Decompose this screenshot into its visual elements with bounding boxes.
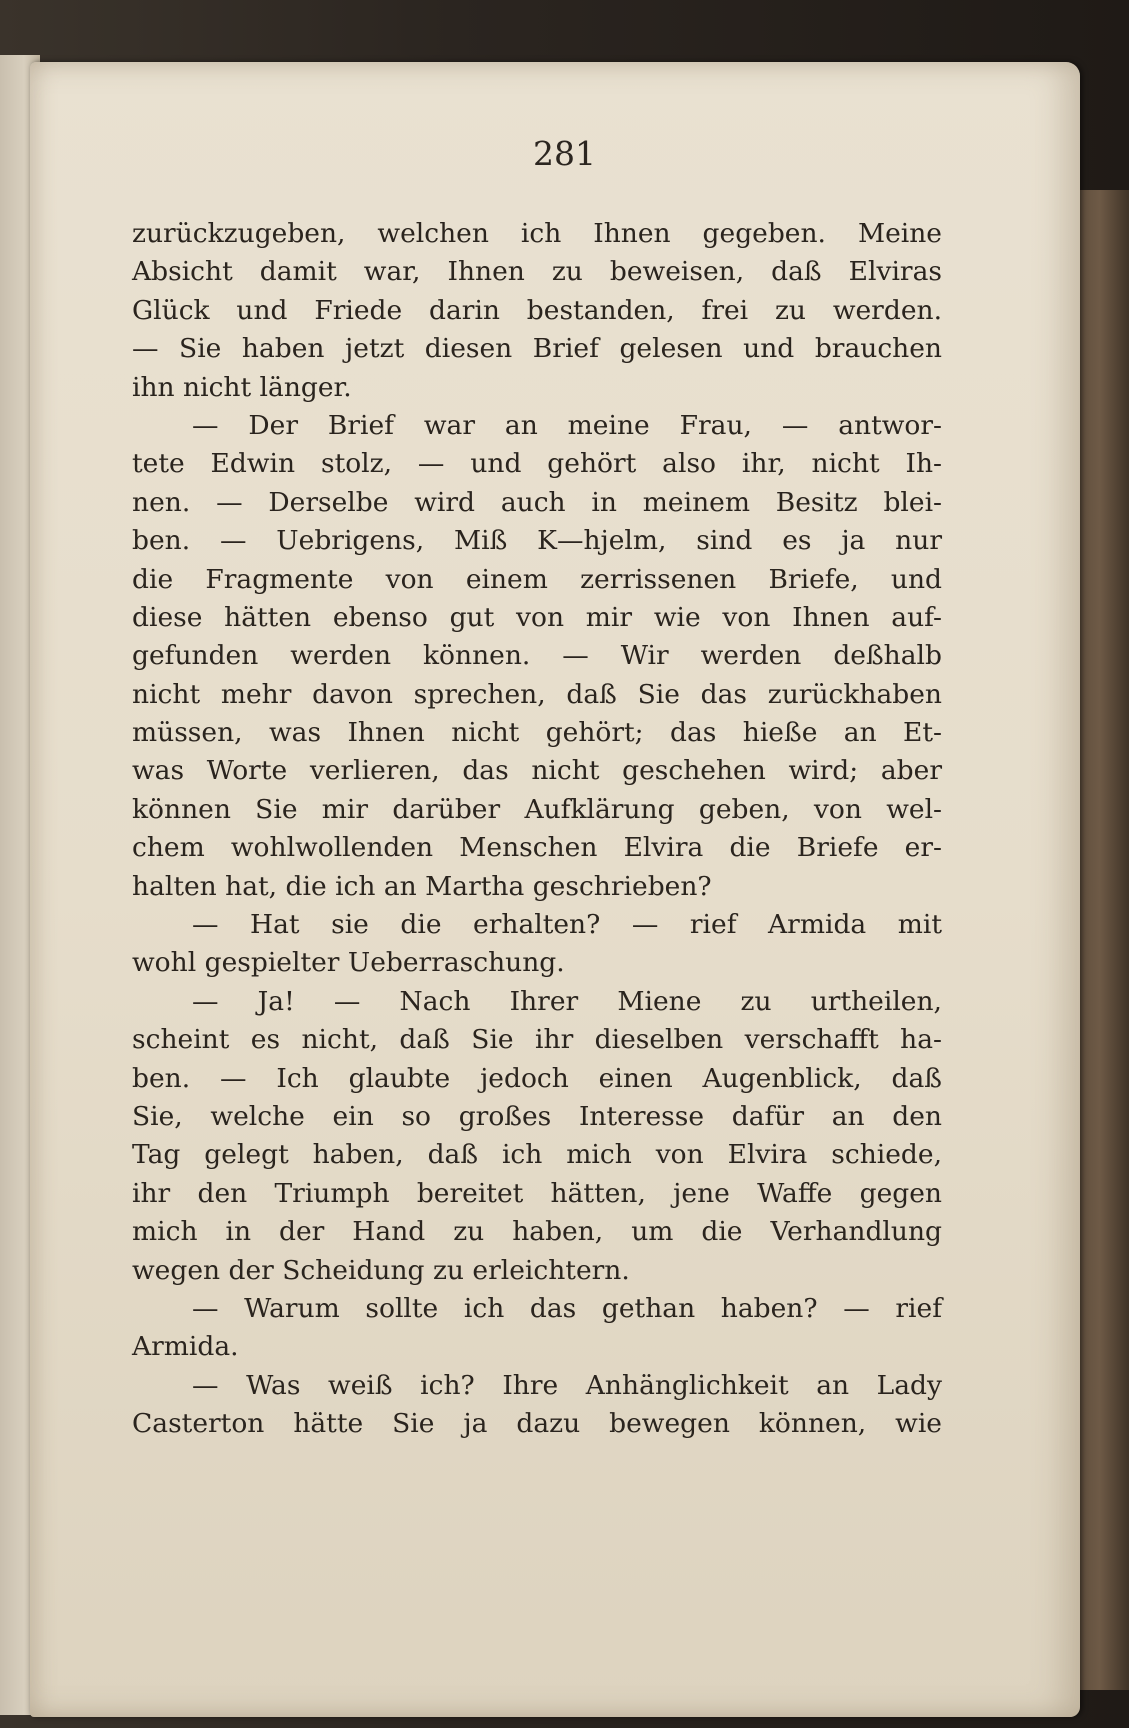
text-line: halten hat, die ich an Martha geschrieben?: [132, 870, 712, 902]
text-line: — Hat sie die erhalten? — rief Armida mit: [192, 909, 942, 941]
text-line: Armida.: [132, 1331, 239, 1363]
text-line: — Sie haben jetzt diesen Brief gelesen und brauchen: [132, 333, 942, 365]
text-line: Absicht damit war, Ihnen zu beweisen, daß Elviras: [132, 256, 942, 288]
text-line: ben. — Uebrigens, Miß K—hjelm, sind es ja nur: [132, 525, 942, 557]
text-line: — Was weiß ich? Ihre Anhänglichkeit an Lady: [192, 1369, 942, 1401]
text-line: ben. — Ich glaubte jedoch einen Augenblick, daß: [132, 1062, 942, 1094]
text-line: Glück und Friede darin bestanden, frei zu werden.: [132, 294, 942, 326]
text-line: chem wohlwollenden Menschen Elvira die Briefe er-: [132, 832, 942, 864]
text-line: scheint es nicht, daß Sie ihr dieselben verschafft ha-: [132, 1024, 942, 1056]
text-line: gefunden werden können. — Wir werden deßhalb: [132, 640, 942, 672]
text-line: Sie, welche ein so großes Interesse dafür an den: [132, 1100, 942, 1132]
text-line: diese hätten ebenso gut von mir wie von Ihnen auf-: [132, 601, 942, 633]
text-line: wegen der Scheidung zu erleichtern.: [132, 1254, 630, 1286]
text-line: nicht mehr davon sprechen, daß Sie das zurückhaben: [132, 678, 942, 710]
text-line: können Sie mir darüber Aufklärung geben, von wel-: [132, 793, 942, 825]
text-line: müssen, was Ihnen nicht gehört; das hieße an Et-: [132, 717, 942, 749]
text-line: Tag gelegt haben, daß ich mich von Elvira schiede,: [132, 1139, 942, 1171]
text-line: ihr den Triumph bereitet hätten, jene Waffe gegen: [132, 1177, 942, 1209]
text-line: Casterton hätte Sie ja dazu bewegen können, wie: [132, 1408, 942, 1440]
text-line: — Der Brief war an meine Frau, — antwor-: [192, 409, 942, 441]
text-line: die Fragmente von einem zerrissenen Briefe, und: [132, 563, 942, 595]
text-line: ihn nicht länger.: [132, 371, 352, 403]
text-line: — Warum sollte ich das gethan haben? — rief: [192, 1292, 942, 1324]
text-line: nen. — Derselbe wird auch in meinem Besitz blei-: [132, 486, 942, 518]
page-number: 281: [533, 134, 596, 173]
page-text: [132, 215, 942, 1444]
text-line: mich in der Hand zu haben, um die Verhandlung: [132, 1216, 942, 1248]
text-line: — Ja! — Nach Ihrer Miene zu urtheilen,: [192, 985, 942, 1017]
text-line: was Worte verlieren, das nicht geschehen wird; aber: [132, 755, 942, 787]
text-line: tete Edwin stolz, — und gehört also ihr, nicht Ih-: [132, 448, 942, 480]
text-line: zurückzugeben, welchen ich Ihnen gegeben. Meine: [132, 218, 942, 249]
text-line: wohl gespielter Ueberraschung.: [132, 947, 565, 979]
